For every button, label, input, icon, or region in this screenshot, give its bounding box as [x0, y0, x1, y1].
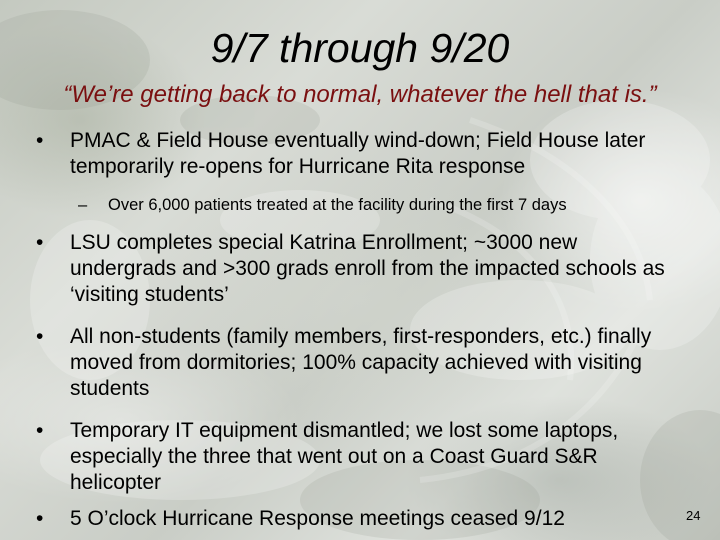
page-number: 24: [686, 508, 701, 523]
bullet-item: [34, 128, 684, 180]
bullet-text: Temporary IT equipment dismantled; we lost some laptops, especially the three that went out on a Coast Guard S&R helicopter: [70, 419, 619, 494]
bullet-item: [34, 230, 684, 308]
bullet-text: All non-students (family members, first-responders, etc.) finally moved from dormitories; 100% capacity achieved with visiting students: [70, 325, 652, 400]
bullet-icon: •: [36, 419, 44, 442]
bullet-list: [34, 128, 684, 532]
bullet-item: [34, 324, 684, 402]
sub-bullet-item: [34, 194, 684, 216]
slide-quote: “We’re getting back to normal, whatever the hell that is.”: [63, 81, 657, 108]
slide-title: 9/7 through 9/20: [210, 25, 510, 71]
bullet-icon: •: [36, 325, 44, 348]
bullet-text: 5 O’clock Hurricane Response meetings ceased 9/12: [70, 507, 565, 530]
sub-bullet-text: Over 6,000 patients treated at the facility during the first 7 days: [108, 196, 567, 214]
bullet-text: LSU completes special Katrina Enrollment; ~3000 new undergrads and >300 grads enroll from the impacted schools as ‘visiting students’: [70, 231, 665, 306]
bullet-icon: •: [36, 507, 44, 530]
bullet-text: PMAC & Field House eventually wind-down; Field House later temporarily re-opens for Hurricane Rita response: [70, 129, 646, 178]
dash-icon: –: [78, 196, 88, 214]
bullet-item: [34, 418, 684, 496]
bullet-icon: •: [36, 231, 44, 254]
bullet-icon: •: [36, 129, 44, 152]
bullet-item: [34, 506, 684, 532]
